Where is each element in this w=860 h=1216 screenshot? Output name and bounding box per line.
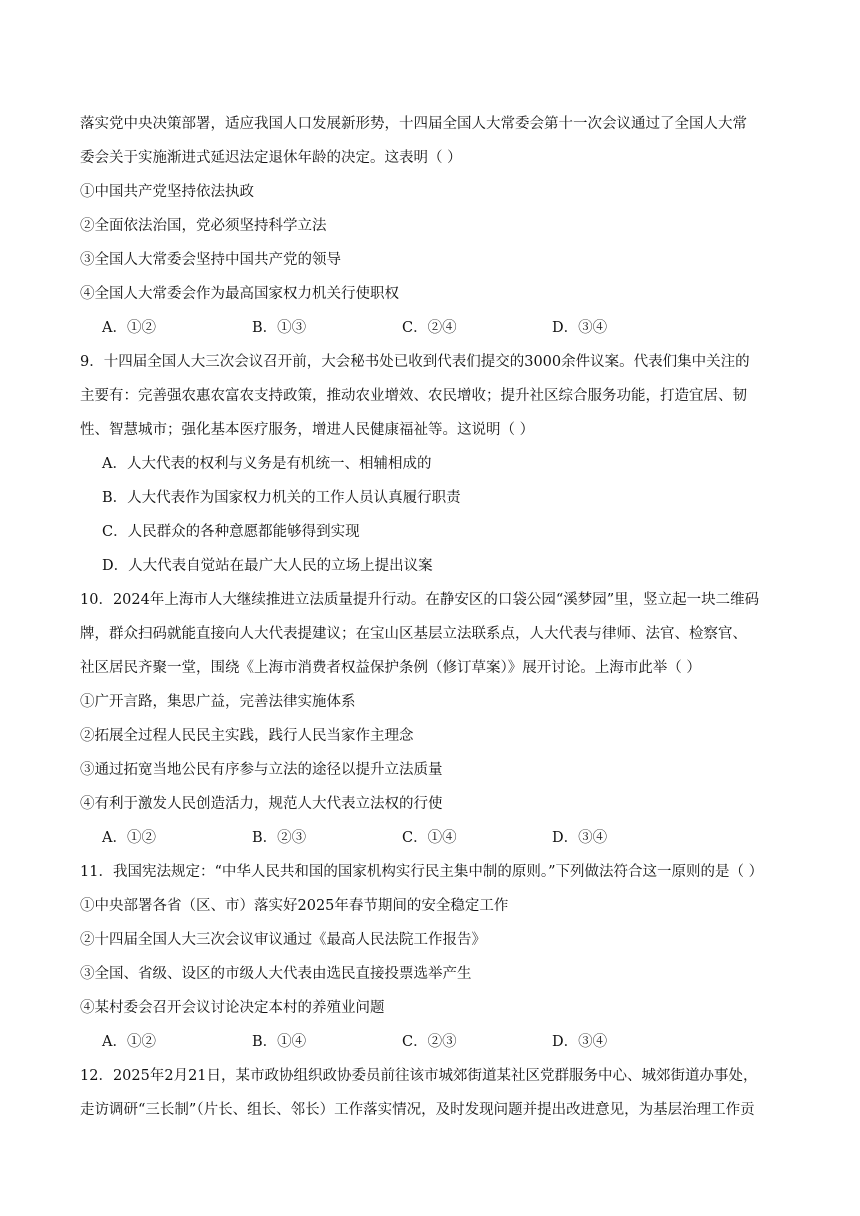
option-c: C．①④ [402, 830, 457, 846]
question-stem-line: 性、智慧城市；强化基本医疗服务，增进人民健康福祉等。这说明（ ） [80, 422, 535, 438]
answer-options [80, 311, 780, 345]
statement-item: ④全国人大常委会作为最高国家权力机关行使职权 [80, 286, 399, 302]
statement-item: ②全面依法治国，党必须坚持科学立法 [80, 218, 327, 234]
question-12 [80, 1059, 780, 1127]
question-stem-line: 12．2025年2月21日，某市政协组织政协委员前往该市城郊街道某社区党群服务中心、城郊街道办事处， [80, 1068, 758, 1084]
answer-options [80, 821, 780, 855]
statement-item: ①中国共产党坚持依法执政 [80, 184, 254, 200]
option-d: D．人大代表自觉站在最广大人民的立场上提出议案 [102, 558, 433, 574]
option-d: D．③④ [552, 1034, 608, 1050]
question-9 [80, 345, 780, 583]
option-b: B．①④ [252, 1034, 307, 1050]
statement-item: ③全国、省级、设区的市级人大代表由选民直接投票选举产生 [80, 966, 472, 982]
question-stem-line: 走访调研“三长制”（片长、组长、邻长）工作落实情况，及时发现问题并提出改进意见，为基层治理工作贡 [80, 1102, 755, 1118]
option-b: B．②③ [252, 830, 307, 846]
statement-item: ②拓展全过程人民民主实践，践行人民当家作主理念 [80, 728, 414, 744]
option-d: D．③④ [552, 320, 608, 336]
question-stem-line: 10．2024年上海市人大继续推进立法质量提升行动。在静安区的口袋公园“溪梦园”里，竖立起一块二维码 [80, 592, 760, 608]
question-11 [80, 855, 780, 1059]
page-content [80, 107, 780, 1127]
statement-item: ③通过拓宽当地公民有序参与立法的途径以提升立法质量 [80, 762, 443, 778]
statement-item: ①广开言路，集思广益，完善法律实施体系 [80, 694, 356, 710]
question-stem-line: 11．我国宪法规定：“中华人民共和国的国家机构实行民主集中制的原则。”下列做法符合这一原则的是（ ） [80, 864, 764, 880]
option-d: D．③④ [552, 830, 608, 846]
statement-item: ④某村委会召开会议讨论决定本村的养殖业问题 [80, 1000, 385, 1016]
option-a: A．①② [102, 830, 156, 846]
question-8 [80, 107, 780, 345]
question-stem-line: 社区居民齐聚一堂，围绕《上海市消费者权益保护条例（修订草案）》展开讨论。上海市此举（ ） [80, 660, 701, 676]
option-a: A．①② [102, 1034, 156, 1050]
question-stem-line: 9．十四届全国人大三次会议召开前，大会秘书处已收到代表们提交的3000余件议案。代表们集中关注的 [80, 354, 750, 370]
option-c: C．人民群众的各种意愿都能够得到实现 [102, 524, 360, 540]
statement-item: ②十四届全国人大三次会议审议通过《最高人民法院工作报告》 [80, 932, 486, 948]
question-stem-line: 主要有：完善强农惠农富农支持政策，推动农业增效、农民增收；提升社区综合服务功能，打造宜居、韧 [80, 388, 747, 404]
statement-item: ④有利于激发人民创造活力，规范人大代表立法权的行使 [80, 796, 443, 812]
option-a: A．①② [102, 320, 156, 336]
question-stem-line: 落实党中央决策部署，适应我国人口发展新形势，十四届全国人大常委会第十一次会议通过了全国人大常 [80, 116, 747, 132]
question-stem-line: 牌，群众扫码就能直接向人大代表提建议；在宝山区基层立法联系点，人大代表与律师、法官、检察官、 [80, 626, 747, 642]
question-stem-line: 委会关于实施渐进式延迟法定退休年龄的决定。这表明（ ） [80, 150, 462, 166]
statement-item: ③全国人大常委会坚持中国共产党的领导 [80, 252, 341, 268]
option-b: B．①③ [252, 320, 307, 336]
option-c: C．②④ [402, 320, 457, 336]
option-a: A．人大代表的权利与义务是有机统一、相辅相成的 [102, 456, 432, 472]
statement-item: ①中央部署各省（区、市）落实好2025年春节期间的安全稳定工作 [80, 898, 509, 914]
option-b: B．人大代表作为国家权力机关的工作人员认真履行职责 [102, 490, 461, 506]
question-10 [80, 583, 780, 855]
answer-options [80, 1025, 780, 1059]
option-c: C．②③ [402, 1034, 457, 1050]
